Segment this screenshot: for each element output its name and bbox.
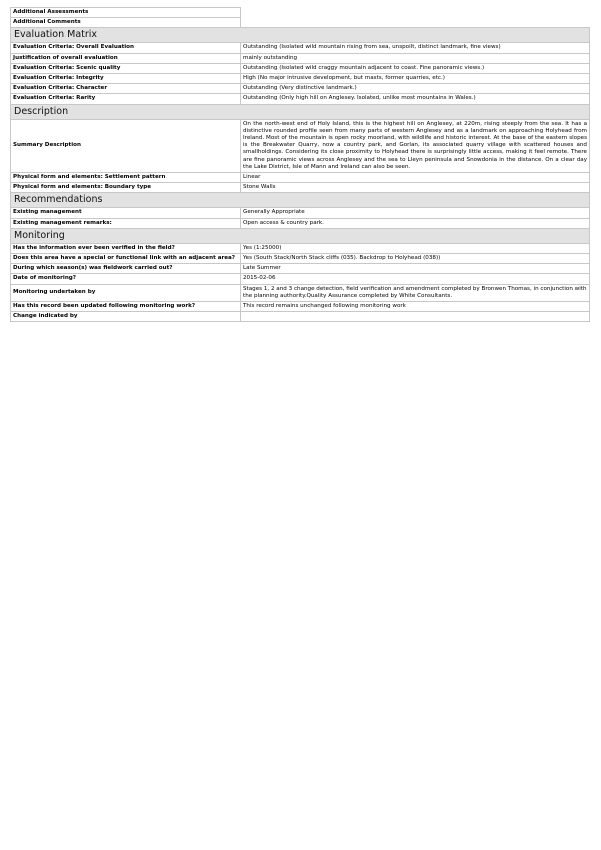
record-sheet — [10, 7, 589, 322]
row-value: This record remains unchanged following monitoring work — [241, 302, 590, 312]
table-row — [11, 218, 590, 228]
table-row — [11, 243, 590, 253]
additional-assessments-label: Additional Assessments — [11, 8, 241, 18]
table-row — [11, 274, 590, 284]
row-label: Has this record been updated following monitoring work? — [11, 302, 241, 312]
row-value: Outstanding (Isolated wild mountain rising from sea, unspoilt, distinct landmark, fine views) — [241, 43, 590, 53]
row-label: Evaluation Criteria: Integrity — [11, 74, 241, 84]
row-label: Physical form and elements: Settlement pattern — [11, 173, 241, 183]
row-value: Yes (1:25000) — [241, 243, 590, 253]
row-value: Generally Appropriate — [241, 208, 590, 218]
recommendations-section — [11, 193, 590, 208]
additional-comments-row — [11, 18, 590, 28]
row-label: Change indicated by — [11, 312, 241, 322]
additional-assessments-row — [11, 8, 590, 18]
evaluation-matrix-heading: Evaluation Matrix — [11, 28, 590, 43]
table-row — [11, 94, 590, 104]
table-row — [11, 43, 590, 53]
table-row — [11, 264, 590, 274]
row-label: Evaluation Criteria: Character — [11, 84, 241, 94]
row-label: Monitoring undertaken by — [11, 284, 241, 301]
row-label: Physical form and elements: Boundary type — [11, 183, 241, 193]
description-section — [11, 104, 590, 119]
table-row — [11, 63, 590, 73]
additional-comments-label: Additional Comments — [11, 18, 241, 28]
row-value: Stages 1, 2 and 3 change detection, field verification and amendment completed by Bronwen Thomas, in conjunction with the planning authority.Quality Assurance completed by White Consultants. — [241, 284, 590, 301]
blank-cell — [241, 18, 590, 28]
description-heading: Description — [11, 104, 590, 119]
row-label: Existing management — [11, 208, 241, 218]
table-row — [11, 53, 590, 63]
row-value: Linear — [241, 173, 590, 183]
row-value: High (No major intrusive development, but masts, former quarries, etc.) — [241, 74, 590, 84]
summary-description-row — [11, 119, 590, 172]
blank-cell — [241, 8, 590, 18]
recommendations-heading: Recommendations — [11, 193, 590, 208]
record-table — [10, 7, 590, 322]
row-label: Date of monitoring? — [11, 274, 241, 284]
row-label: Has the information ever been verified in the field? — [11, 243, 241, 253]
row-label: During which season(s) was fieldwork carried out? — [11, 264, 241, 274]
table-row — [11, 302, 590, 312]
summary-description-label: Summary Description — [11, 119, 241, 172]
summary-description-value: On the north-west end of Holy Island, this is the highest hill on Anglesey, at 220m, rising steeply from the sea. It has a distinctive rounded profile seen from many parts of western Anglesey and as a landmark on approaching Holyhead from Ireland. Most of the mountain is open rocky moorland, with wildlife and historic interest. At the base of the eastern slopes is the Breakwater Quarry, now a country park, and Gorlan, its associated quarry village with scattered houses and smallholdings. Considering its close proximity to Holyhead there is surprisingly little access, making it feel remote. There are fine panoramic views across Anglesey and the sea to Lleyn peninsula and Snowdonia in the distance. On a clear day the Lake District, Isle of Mann and Ireland can also be seen. — [241, 119, 590, 172]
row-value: Outstanding (Very distinctive landmark.) — [241, 84, 590, 94]
row-value: Open access & country park. — [241, 218, 590, 228]
monitoring-section — [11, 228, 590, 243]
row-value: 2015-02-06 — [241, 274, 590, 284]
row-value: Yes (South Stack/North Stack cliffs (035). Backdrop to Holyhead (038)) — [241, 254, 590, 264]
row-label: Existing management remarks: — [11, 218, 241, 228]
row-label: Evaluation Criteria: Rarity — [11, 94, 241, 104]
row-value: Late Summer — [241, 264, 590, 274]
table-row — [11, 312, 590, 322]
row-label: Evaluation Criteria: Overall Evaluation — [11, 43, 241, 53]
row-label: Does this area have a special or functional link with an adjacent area? — [11, 254, 241, 264]
row-label: Evaluation Criteria: Scenic quality — [11, 63, 241, 73]
evaluation-matrix-section — [11, 28, 590, 43]
row-value: Outstanding (Only high hill on Anglesey. Isolated, unlike most mountains in Wales.) — [241, 94, 590, 104]
table-row — [11, 84, 590, 94]
row-value: Outstanding (Isolated wild craggy mountain adjacent to coast. Fine panoramic views.) — [241, 63, 590, 73]
table-row — [11, 254, 590, 264]
monitoring-heading: Monitoring — [11, 228, 590, 243]
row-label: Justification of overall evaluation — [11, 53, 241, 63]
table-row — [11, 208, 590, 218]
table-row — [11, 173, 590, 183]
table-row — [11, 74, 590, 84]
table-row — [11, 284, 590, 301]
row-value: Stone Walls — [241, 183, 590, 193]
row-value: mainly outstanding — [241, 53, 590, 63]
row-value — [241, 312, 590, 322]
table-row — [11, 183, 590, 193]
